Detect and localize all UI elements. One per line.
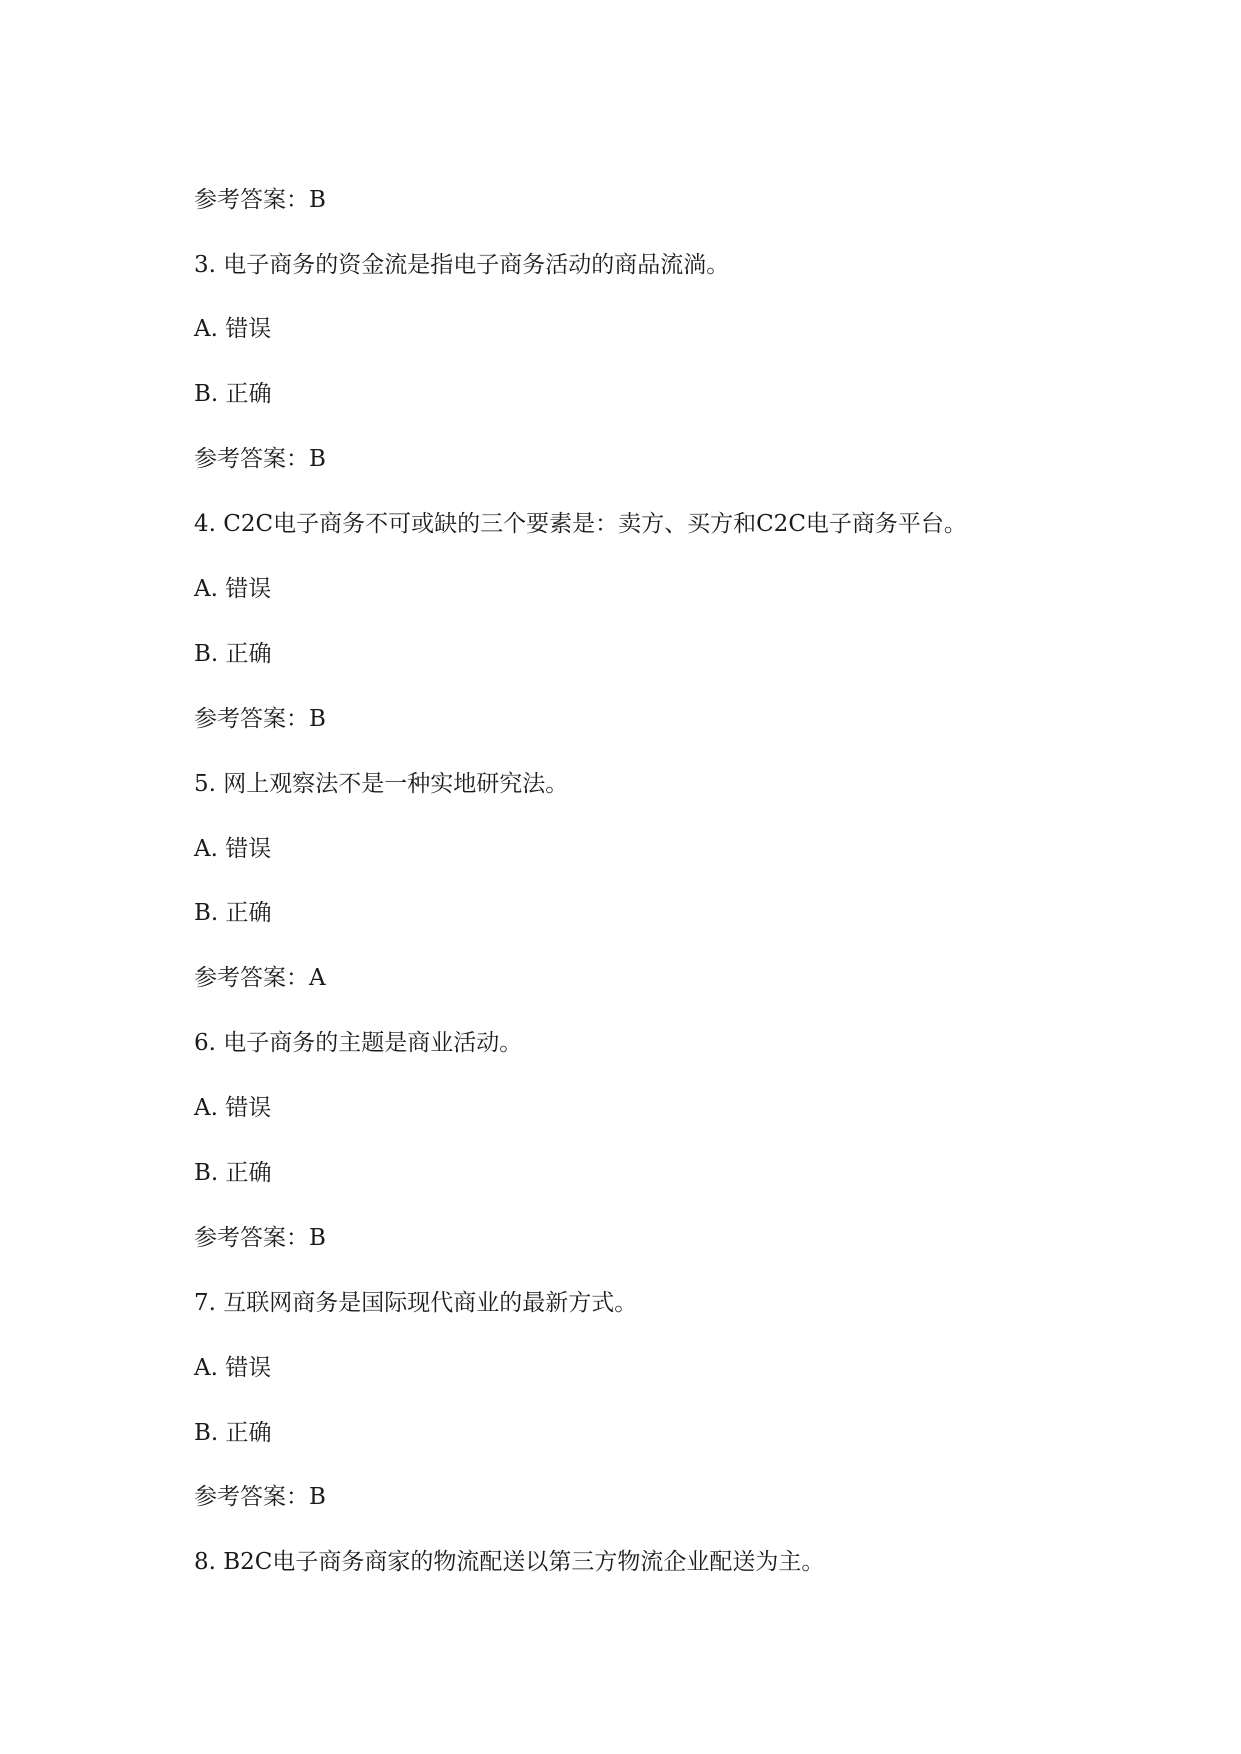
option-a-q6: A. 错误 [194,1095,272,1121]
answer-key-q3: 参考答案：B [194,446,326,472]
option-b-q6: B. 正确 [194,1160,272,1186]
option-a-q4: A. 错误 [194,576,272,602]
option-a-q3: A. 错误 [194,316,272,342]
question-5: 5. 网上观察法不是一种实地研究法。 [194,771,569,797]
question-7: 7. 互联网商务是国际现代商业的最新方式。 [194,1290,638,1316]
option-b-q3: B. 正确 [194,381,272,407]
question-3: 3. 电子商务的资金流是指电子商务活动的商品流淌。 [194,252,730,278]
question-8: 8. B2C电子商务商家的物流配送以第三方物流企业配送为主。 [194,1549,825,1575]
option-b-q7: B. 正确 [194,1420,272,1446]
option-b-q5: B. 正确 [194,900,272,926]
option-a-q5: A. 错误 [194,836,272,862]
question-4: 4. C2C电子商务不可或缺的三个要素是：卖方、买方和C2C电子商务平台。 [194,511,967,537]
question-6: 6. 电子商务的主题是商业活动。 [194,1030,523,1056]
answer-key-q4: 参考答案：B [194,706,326,732]
answer-key-q7: 参考答案：B [194,1484,326,1510]
option-a-q7: A. 错误 [194,1355,272,1381]
answer-key-q6: 参考答案：B [194,1225,326,1251]
answer-key-q2: 参考答案：B [194,187,326,213]
answer-key-q5: 参考答案：A [194,965,326,991]
option-b-q4: B. 正确 [194,641,272,667]
